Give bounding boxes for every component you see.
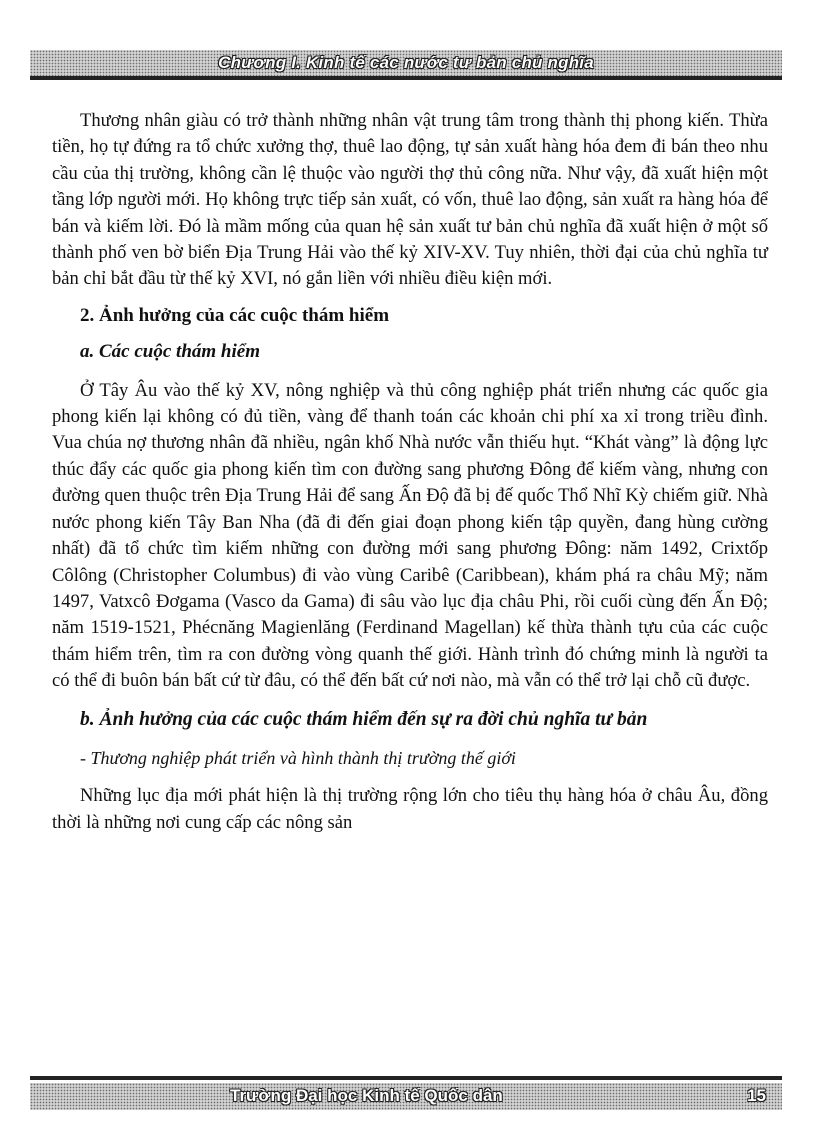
subsection-heading-b: b. Ảnh hưởng của các cuộc thám hiểm đến sự ra đời chủ nghĩa tư bản (80, 708, 648, 730)
page-number: 15 (747, 1086, 766, 1105)
paragraph-new-continents: Những lục địa mới phát hiện là thị trường rộng lớn cho tiêu thụ hàng hóa ở châu Âu, đồng thời là những nơi cung cấp các nông sản (52, 785, 768, 833)
sub-heading-trade: - Thương nghiệp phát triển và hình thành thị trường thế giới (80, 747, 516, 768)
paragraph-merchants: Thương nhân giàu có trở thành những nhân vật trung tâm trong thành thị phong kiến. Thừa tiền, họ tự đứng ra tổ chức xưởng thợ, thuê lao động, tự sản xuất hàng hóa đem đi bán theo nhu cầu của thị trường, không cần lệ thuộc vào người thợ thủ công nữa. Như vậy, đã xuất hiện một tầng lớp người mới. Họ không trực tiếp sản xuất, có vốn, thuê lao động, sản xuất ra hàng hóa để bán và kiếm lời. Đó là mầm mống của quan hệ sản xuất tư bản chủ nghĩa đã xuất hiện ở một số thành phố ven bờ biển Địa Trung Hải vào thế kỷ XIV-XV. Tuy nhiên, thời đại của chủ nghĩa tư bản chỉ bắt đầu từ thế kỷ XVI, nó gắn liền với nhiều điều kiện mới. (52, 110, 768, 290)
footer-university: Trường Đại học Kinh tế Quốc dân (230, 1086, 503, 1105)
subsection-heading-a: a. Các cuộc thám hiểm (80, 341, 260, 363)
footer-band (30, 1083, 782, 1110)
chapter-title: Chương I. Kinh tế các nước tư bản chủ nghĩa (218, 53, 594, 72)
footer-rule (30, 1076, 782, 1080)
section-heading-2: 2. Ảnh hưởng của các cuộc thám hiểm (80, 304, 390, 326)
page-content (52, 108, 768, 836)
paragraph-explorations: Ở Tây Âu vào thế kỷ XV, nông nghiệp và thủ công nghiệp phát triển nhưng các quốc gia phong kiến lại không có đủ tiền, vàng để thanh toán các khoản chi phí xa xỉ trong triều đình. Vua chúa nợ thương nhân đã nhiều, ngân khố Nhà nước vẫn thiếu hụt. “Khát vàng” là động lực thúc đẩy các quốc gia phong kiến tìm con đường sang phương Đông để kiếm vàng, nhưng con đường quen thuộc trên Địa Trung Hải để sang Ấn Độ đã bị đế quốc Thổ Nhĩ Kỳ chiếm giữ. Nhà nước phong kiến Tây Ban Nha (đã đi đến giai đoạn phong kiến tập quyền, đang hùng cường nhất) đã tổ chức tìm kiếm những con đường mới sang phương Đông: năm 1492, Crixtốp Côlông (Christopher Columbus) đi vào vùng Caribê (Caribbean), khám phá ra châu Mỹ; năm 1497, Vatxcô Đơgama (Vasco da Gama) đi sâu vào lục địa châu Phi, rồi cuối cùng đến Ấn Độ; năm 1519-1521, Phécnăng Magienlăng (Ferdinand Magellan) kế thừa thành tựu của các cuộc thám hiểm trên, tìm ra con đường vòng quanh thế giới. Hành trình đó chứng minh là người ta có thể đi buôn bán bất cứ từ đâu, có thể đến bất cứ nơi nào, mà vẫn có thể trở lại chỗ cũ được. (52, 379, 768, 692)
chapter-header-band (30, 50, 782, 80)
